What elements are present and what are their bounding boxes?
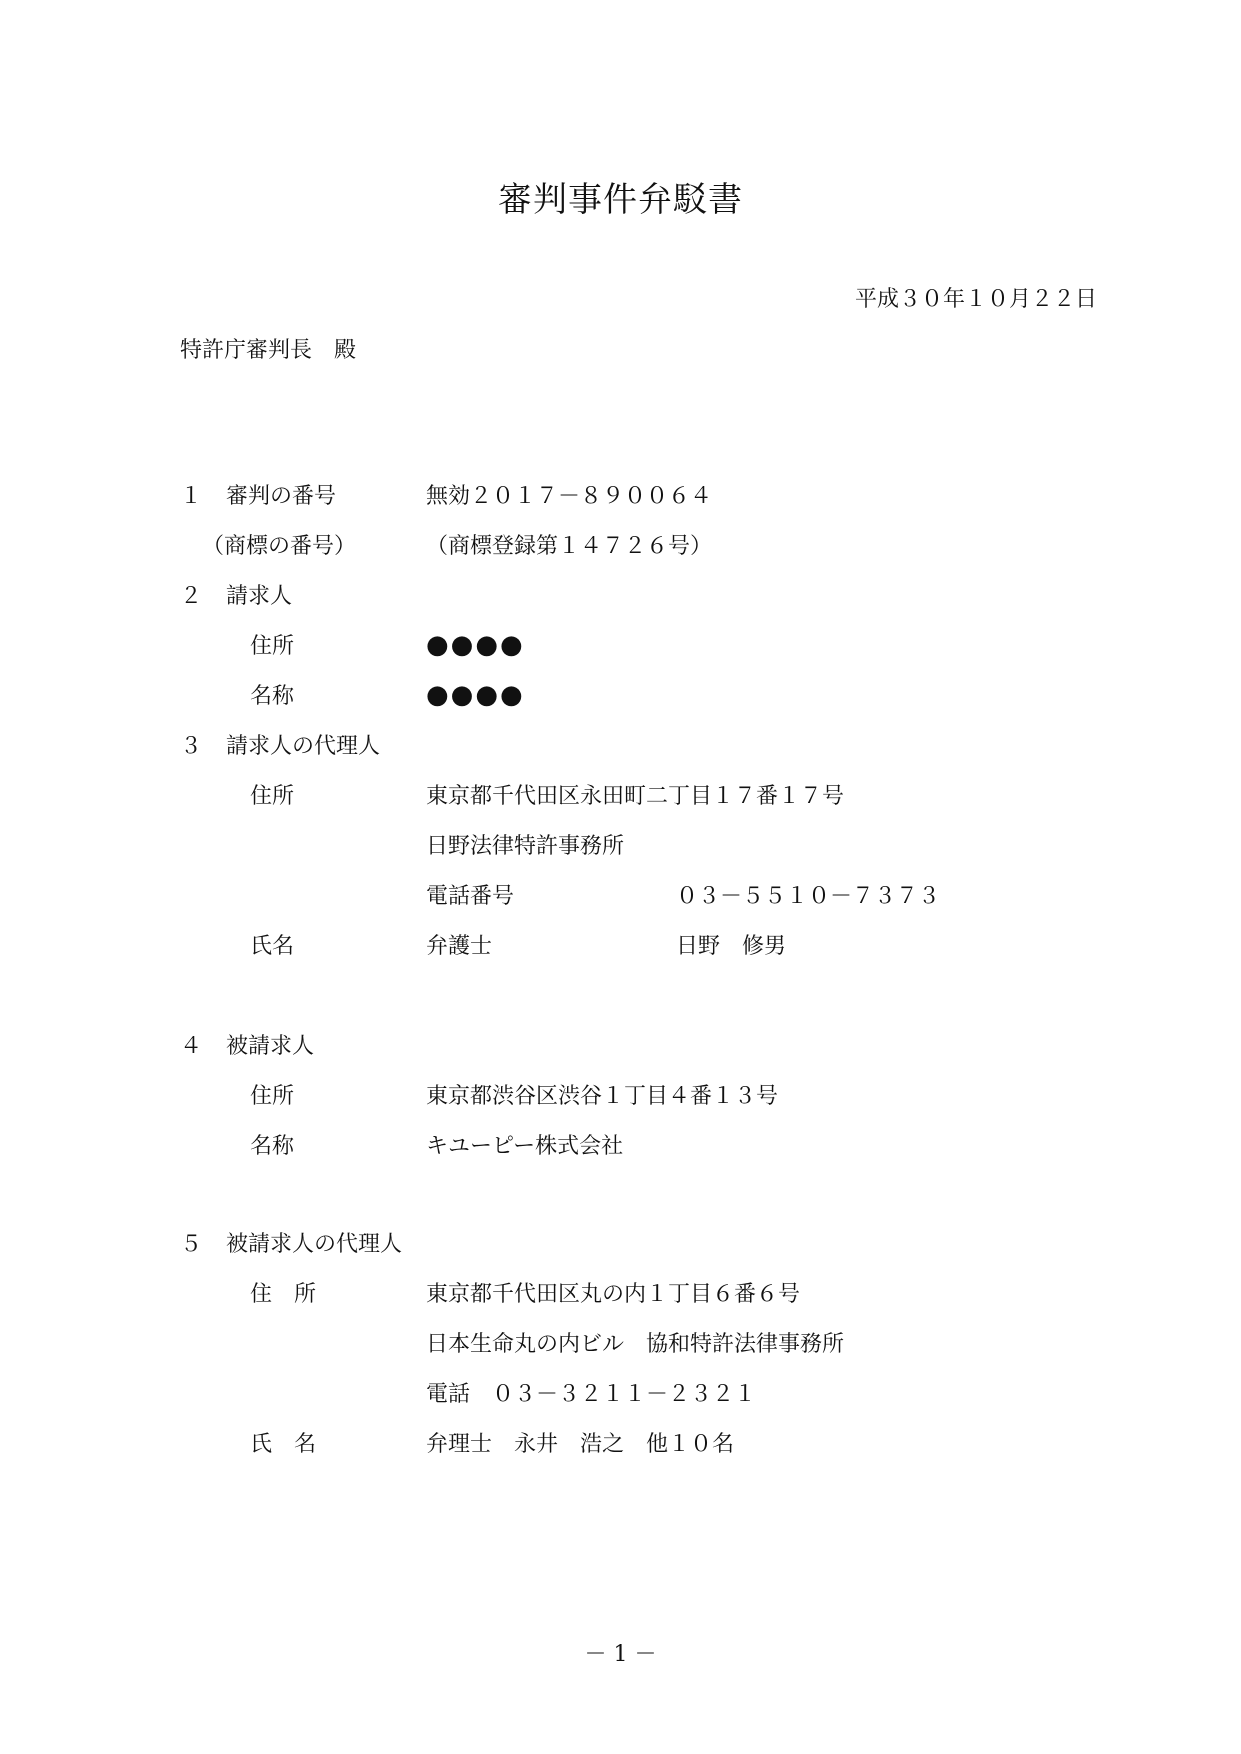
- section-3-number: ３: [180, 734, 203, 759]
- addressee: 特許庁審判長 殿: [180, 338, 357, 363]
- section-2-number: ２: [180, 584, 203, 609]
- demandant-agent-address-label: 住所: [250, 784, 295, 809]
- demandee-agent-phone: 電話 ０３－３２１１－２３２１: [426, 1382, 757, 1407]
- demandee-address: 東京都渋谷区渋谷１丁目４番１３号: [426, 1084, 779, 1109]
- demandee-address-label: 住所: [250, 1084, 295, 1109]
- demandee-name-label: 名称: [250, 1134, 295, 1159]
- demandee-agent-name: 弁理士 永井 浩之 他１０名: [426, 1432, 735, 1457]
- demandant-name-label: 名称: [250, 684, 295, 709]
- trial-number: 無効２０１７－８９００６４: [426, 484, 713, 509]
- document-title: 審判事件弁駁書: [498, 180, 743, 220]
- section-2-label: 請求人: [226, 584, 293, 609]
- demandant-address-redacted: ●●●●: [426, 630, 525, 660]
- demandant-agent-address: 東京都千代田区永田町二丁目１７番１７号: [426, 784, 845, 809]
- section-1-label: 審判の番号: [226, 484, 337, 509]
- demandant-agent-name: 日野 修男: [676, 934, 787, 959]
- page-number: － 1 －: [584, 1642, 657, 1667]
- section-5-number: ５: [180, 1232, 203, 1257]
- demandant-agent-phone: ０３－５５１０－７３７３: [676, 884, 941, 909]
- demandant-name-redacted: ●●●●: [426, 680, 525, 710]
- demandee-name: キユーピー株式会社: [426, 1134, 624, 1159]
- section-3-label: 請求人の代理人: [226, 734, 381, 759]
- trademark-number: （商標登録第１４７２６号）: [426, 534, 713, 559]
- section-1-number: １: [180, 484, 203, 509]
- demandant-agent-office: 日野法律特許事務所: [426, 834, 625, 859]
- demandant-agent-phone-label: 電話番号: [426, 884, 515, 909]
- demandant-address-label: 住所: [250, 634, 295, 659]
- demandee-agent-office: 日本生命丸の内ビル 協和特許法律事務所: [426, 1332, 845, 1357]
- demandant-agent-title: 弁護士: [426, 934, 493, 959]
- demandee-agent-address: 東京都千代田区丸の内１丁目６番６号: [426, 1282, 801, 1307]
- document-date: 平成３０年１０月２２日: [854, 287, 1097, 312]
- demandee-agent-name-label: 氏 名: [250, 1432, 317, 1457]
- section-5-label: 被請求人の代理人: [226, 1232, 403, 1257]
- trademark-number-label: （商標の番号）: [202, 534, 357, 559]
- section-4-label: 被請求人: [226, 1034, 315, 1059]
- section-4-number: ４: [180, 1034, 203, 1059]
- demandant-agent-name-label: 氏名: [250, 934, 295, 959]
- demandee-agent-address-label: 住 所: [250, 1282, 317, 1307]
